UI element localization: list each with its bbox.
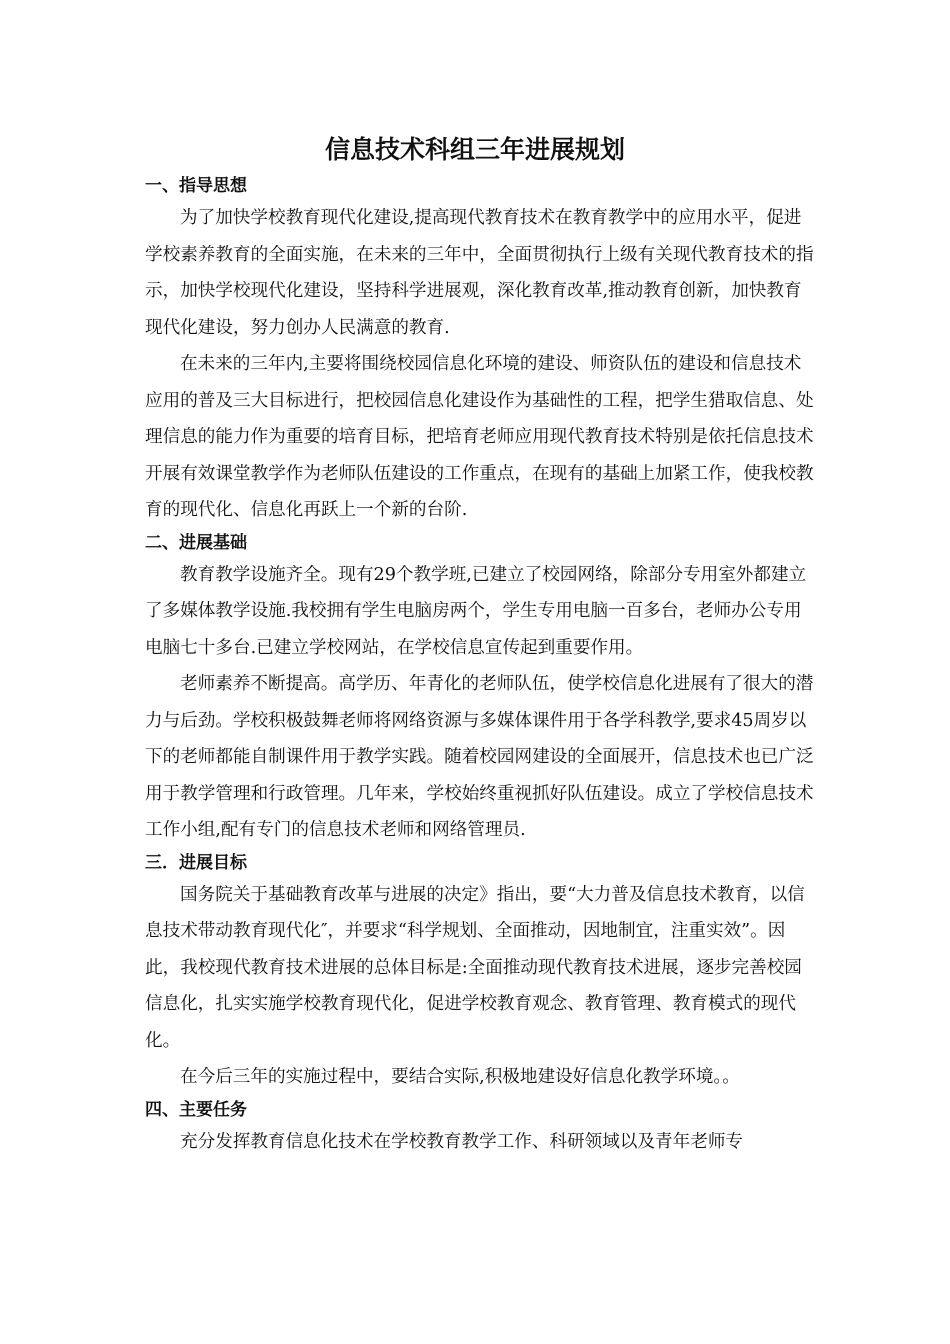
paragraph: 充分发挥教育信息化技术在学校教育教学工作、科研领域以及青年老师专	[180, 1131, 744, 1152]
section-heading: 四、主要任务	[145, 1099, 247, 1120]
paragraph: 国务院关于基础教育改革与进展的决定》指出，要“大力普及信息技术教育，以信息技术带动教育现代化″，并要求“科学规划、全面推动，因地制宜，注重实效”。因此，我校现代教育技术进展的总体目标是:全面推动现代教育技术进展，逐步完善校园信息化，扎实实施学校教育现代化，促进学校教育观念、教育管理、教育模式的现代化。	[145, 884, 805, 1051]
paragraph: 在今后三年的实施过程中，要结合实际,积极地建设好信息化教学环境。。	[180, 1067, 740, 1087]
section-heading: 二、进展基础	[145, 532, 247, 553]
paragraph: 老师素养不断提高。高学历、年青化的老师队伍，使学校信息化进展有了很大的潜力与后劲。学校积极鼓舞老师将网络资源与多媒体课件用于各学科教学,要求45周岁以下的老师都能自制课件用于教学实践。随着校园网建设的全面展开，信息技术也已广泛用于教学管理和行政管理。几年来，学校始终重视抓好队伍建设。成立了学校信息技术工作小组,配有专门的信息技术老师和网络管理员.	[145, 674, 814, 840]
section-development-basis	[145, 529, 815, 849]
paragraph: 为了加快学校教育现代化建设,提高现代教育技术在教育教学中的应用水平，促进学校素养教育的全面实施，在未来的三年中，全面贯彻执行上级有关现代教育技术的指示，加快学校现代化建设，坚持科学进展观，深化教育改革,推动教育创新，加快教育现代化建设，努力创办人民满意的教育.	[145, 208, 814, 338]
paragraph: 教育教学设施齐全。现有29个教学班,已建立了校园网络，除部分专用室外都建立了多媒体教学设施.我校拥有学生电脑房两个，学生专用电脑一百多台，老师办公专用电脑七十多台.已建立学校网站，在学校信息宣传起到重要作用。	[145, 564, 807, 658]
section-main-tasks	[145, 1096, 815, 1161]
document-title: 信息技术科组三年进展规划	[324, 135, 625, 164]
section-heading: 一、指导思想	[145, 176, 247, 196]
document-body	[145, 172, 815, 1160]
section-guiding-ideology	[145, 172, 815, 529]
paragraph: 在未来的三年内,主要将围绕校园信息化环境的建设、师资队伍的建设和信息技术应用的普及三大目标进行，把校园信息化建设作为基础性的工程，把学生猎取信息、处理信息的能力作为重要的培育目标，把培育老师应用现代教育技术特别是依托信息技术开展有效课堂教学作为老师队伍建设的工作重点，在现有的基础上加紧工作，使我校教育的现代化、信息化再跃上一个新的台阶.	[145, 354, 814, 520]
section-heading: 三．进展目标	[145, 852, 247, 873]
section-development-goals	[145, 849, 815, 1096]
